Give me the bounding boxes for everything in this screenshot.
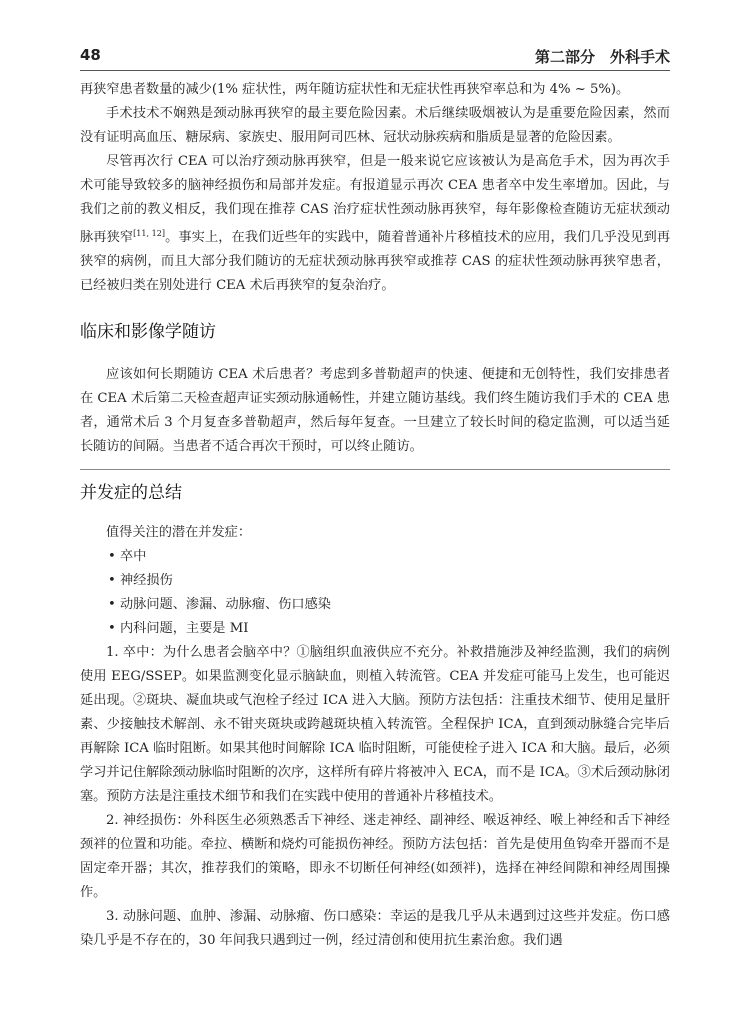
heading-clinical-followup: 临床和影像学随访 xyxy=(80,322,216,342)
complications-list xyxy=(80,545,670,641)
citation-reference: [11, 12] xyxy=(133,229,165,238)
cas-text-before-ref: 尽管再次行 CEA 可以治疗颈动脉再狭窄，但是一般来说它应该被认为是高危手术，因为再次手术可能导致较多的脑神经损伤和局部并发症。有报道显示再次 CEA 患者卒中发生率增加。因此，与我们之前的教义相反，我们现在推荐 CAS 治疗症状性颈动脉再狭窄，每年影像检查随访无症状颈动脉再狭窄 xyxy=(80,154,670,245)
page-body xyxy=(80,78,670,953)
paragraph-followup: 应该如何长期随访 CEA 术后患者？考虑到多普勒超声的快速、便捷和无创特性，我们安排患者在 CEA 术后第二天检查超声证实颈动脉通畅性，并建立随访基线。我们终生随访我们手术的 CEA 患者，通常术后 3 个月复查多普勒超声，然后每年复查。一旦建立了较长时间的稳定监测，可以适当延长随访的间隔。当患者不适合再次干预时，可以终止随访。 xyxy=(80,367,670,454)
list-item: • 神经损伤 xyxy=(80,569,670,593)
paragraph-restenosis-rate: 再狭窄患者数量的减少(1% 症状性，两年随访症状性和无症状性再狭窄率总和为 4% ~ 5%)。 xyxy=(80,82,630,97)
running-section-title: 第二部分 外科手术 xyxy=(534,48,670,66)
heading-complications-summary: 并发症的总结 xyxy=(80,483,182,503)
paragraph-risk-factors: 手术技术不娴熟是颈动脉再狭窄的最主要危险因素。术后继续吸烟被认为是重要危险因素，然而没有证明高血压、糖尿病、家族史、服用阿司匹林、冠状动脉疾病和脂质是显著的危险因素。 xyxy=(80,106,670,145)
list-item: • 卒中 xyxy=(80,545,670,569)
paragraph-nerve-injury: 2. 神经损伤：外科医生必须熟悉舌下神经、迷走神经、副神经、喉返神经、喉上神经和舌下神经颈袢的位置和功能。牵拉、横断和烧灼可能损伤神经。预防方法包括：首先是使用鱼钩牵开器而不是固定牵开器；其次，推荐我们的策略，即永不切断任何神经(如颈袢)，选择在神经间隙和神经周围操作。 xyxy=(80,813,670,900)
paragraph-stroke: 1. 卒中：为什么患者会脑卒中？①脑组织血液供应不充分。补救措施涉及神经监测，我们的病例使用 EEG/SSEP。如果监测变化显示脑缺血，则植入转流管。CEA 并发症可能马上发生，也可能迟延出现。②斑块、凝血块或气泡栓子经过 ICA 进入大脑。预防方法包括：注重技术细节、使用足量肝素、少接触技术解剖、永不钳夹斑块或跨越斑块植入转流管。全程保护 ICA，直到颈动脉缝合完毕后再解除 ICA 临时阻断。如果其他时间解除 ICA 临时阻断，可能使栓子进入 ICA 和大脑。最后，必须学习并记住解除颈动脉临时阻断的次序，这样所有碎片将被冲入 ECA，而不是 ICA。③术后颈动脉闭塞。预防方法是注重技术细节和我们在实践中使用的普通补片移植技术。 xyxy=(80,645,670,804)
paragraph-arterial-problems: 3. 动脉问题、血肿、渗漏、动脉瘤、伤口感染：幸运的是我几乎从未遇到过这些并发症。伤口感染几乎是不存在的，30 年间我只遇到过一例，经过清创和使用抗生素治愈。我们遇 xyxy=(80,909,670,948)
complications-intro: 值得关注的潜在并发症： xyxy=(106,525,252,540)
list-item: • 动脉问题、渗漏、动脉瘤、伤口感染 xyxy=(80,593,670,617)
paragraph-cas-treatment xyxy=(80,150,670,298)
section-divider xyxy=(80,469,670,470)
page-number: 48 xyxy=(80,46,101,64)
cas-text-after-ref: 。事实上，在我们近些年的实践中，随着普通补片移植技术的应用，我们几乎没见到再狭窄的病例，而且大部分我们随访的无症状颈动脉再狭窄或推荐 CAS 的症状性颈动脉再狭窄患者，已经被归类在别处进行 CEA 术后再狭窄的复杂治疗。 xyxy=(80,230,671,293)
list-item: • 内科问题，主要是 MI xyxy=(80,617,670,641)
page-header xyxy=(80,44,670,71)
